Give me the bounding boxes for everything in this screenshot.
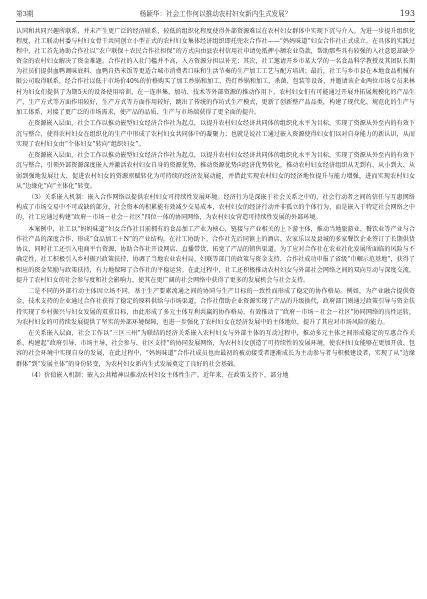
header-rule [16, 21, 415, 22]
paragraph: 在资源嵌入层面，社会工作以推动嵌型妇女经济合作社为起点，以提升农村妇女经济共同体的组织化水平为目标，实现了资源从外至内的有效下沉与整合，引领外部资源深度嵌入并激活农村妇女自身的资源优势，推动资源优势向经济优势转化，推动农村妇女经济组织从无到有、从小到大、从弱到强地发展壮大，促进农村妇女的资源禀赋转化为可持续的经济发展动能，并借此实现农村妇女的经济地位提升与能力增强，进而实现农村妇女从“边缘化”向“主体化”转变。 [16, 152, 415, 190]
paragraph: 本案例中，社工以“妈妈味道”妇女合作社目前拥有的食品加工产业为核心，链接与产业相关的上下游主体，推动当地旅游业、餐饮业等产业与合作社产品的深度合作，形成“食品加工＋N”的产业结构。在社工协助下，合作社先后同镇上的酒店、农家乐以及县城的多家餐饮企业签订了长期供货协议，同时社工还引入电商平台资源，协助合作社开设网店、直播带货，拓宽了产品的销售渠道。为了应对合作社在农业社化发展所面临的风险与不确定性，社工积极引入乡村振兴政策扶持，协调了当地农业农村局、妇联等部门的政策与资金支持，合作社成功申报了省级“巾帼示范基地”，获得了相应的资金奖励与政策扶持，有力地保障了合作社的平稳运营。在此过程中，社工还积极推动农村妇女与外部社会网络之间的双向互动与深度交流，提升了农村妇女的社会参与度和社会影响力，使其在更广阔的社会网络中获得了更多的发展机会与社会支持。 [16, 226, 415, 284]
paragraph: 二是不同的外部行动主体因立场不同，基于生产要素流通之间的协同与生产目标的一致性而形成了稳定的协作格局。例如，为产业融合提供资金、技术支持的企业通过合作社获得了稳定的原料供给与市场渠道，合作社借助企业资源实现了产品的升级换代，政府部门则通过政策引导与资金扶持实现了乡村振兴与妇女发展的双重目标，由此形成了多元主体互利共赢的协作格局，有效推动了“政府－市场－社会－社区”协同网络的良性运转，为农村妇女的可持续发展提供了坚实的外部环境保障，也进一步强化了农村妇女在经济发展中的主体地位，提升了其应对市场风险的能力。 [16, 288, 415, 326]
page-number: 193 [399, 8, 415, 18]
paragraph: 在关系嵌入层面，社会工作以“三区三州”为联结的经济关系嵌入农村妇女与外部主体的互动过程中，推动多元主体之间形成稳定的互惠合作关系，构建起“政府引导、市场主导、社会参与、社区支持”的协同发展网络，为农村妇女创造了可持续性的发展环境，使农村妇女能够在更加开放、包容的社会环境中实现自身的发展，在此过程中，“妈妈味道”合作社成员也由最初的被动接受者逐渐成长为主动参与者与积极建设者，实现了从“边缘群体”到“发展主体”的身份转变，为农村妇女新内生式发展奠定了良好的社会基础。 [16, 330, 415, 368]
issue-number: 第3期 [16, 10, 34, 18]
section-heading-paragraph: （3）关系嵌入机制：嵌入合作网络以提供农村妇女可持续性发展环境。经济行为是深嵌于社会关系之中的，社会行动者之间的信任与互惠网络构成了市场交易中不可或缺的部分，社会资本的积累能有效减少交易成本，农村妇女的经济行动并非孤立的个体行为，而是嵌入于特定社会网络之中的，社工应通过构建“政府－市场－社会－社区”四位一体的协同网络，为农村妇女营造可持续性发展的外部环境。 [16, 194, 415, 222]
running-title: 杨颖华：社会工作何以推动农村妇女新内生式发展？ [139, 10, 292, 18]
section-heading-paragraph: （4）价值嵌入机制：嵌入公共精神以推动农村妇女主体性生产。近年来，在政策支持下，部分地 [28, 372, 289, 380]
article-body [16, 27, 415, 593]
page-header [16, 6, 415, 20]
paragraph: 在资源嵌入层面，社会工作以推动嵌型妇女经济合作社为起点，以提升农村妇女经济共同体的组织化水平为目标，实现了资源从外至内的有效下沉与整合，使得农村妇女在组织化的生产中形成了农村妇女共同体中的凝聚力；也就是说社工通过嵌入资源使得妇女们以对自身能力的新认识，从而实现了农村妇女由“个体妇女”转向“组织妇女”。 [16, 120, 415, 148]
paragraph: 认同和共同兴趣所联系，并未产生更广泛的经济联系，较低的组织化程度使得外部资源难以在农村妇女群体中实现下沉与介入。为进一步提升组织化程度，社工联动村委与村妇女骨干共同创立小型正式的农村妇女集体经济组织即托兜农合作社——“妈妈味道”妇女合作社正式成立。在具体的实践过程中，社工首先协助合作社以“农户联保＋农民合作社担保”的方式向由县农村信用社申请免抵押小额农业贷款，帮助那些具有较强的入社意愿却缺少资金的农村妇女解决了资金难题。合作社的入社门槛并不高，入方资源分担以补充；其次，社工邀请开乡市某大学的一名食品科学教授及其团队长期为社员们提供血鸭调味底料、血鸭自热米饭等更适合城市消费者口味和生活节奏的生产加工工艺与配方培训；最后，社工与乡市县在本地食品机械有限公司取得联系，经合作社以低于市场价40%的价格购买了加工炒锅和加工、热灯炒锅和加工、杀菌、包装等设备，并邀请该企业两位市场专员来林村为妇女们提供了为期5天的设备使用培训，在一连串集、加功、技术等外部资源的推动作用下，农村妇女们有可能通过开展并拓展规模化的产品生产，生产方式等方面作用较好，生产方式等方面作用较好，跳出了传统的作坊式生产模式，更新了创新整产品品类，构建了现代化、规范化的生产与加工体系，对接了更广泛的市场需求，使产品的品质、生产与市场端获得了更全面的提升。 [16, 28, 415, 116]
